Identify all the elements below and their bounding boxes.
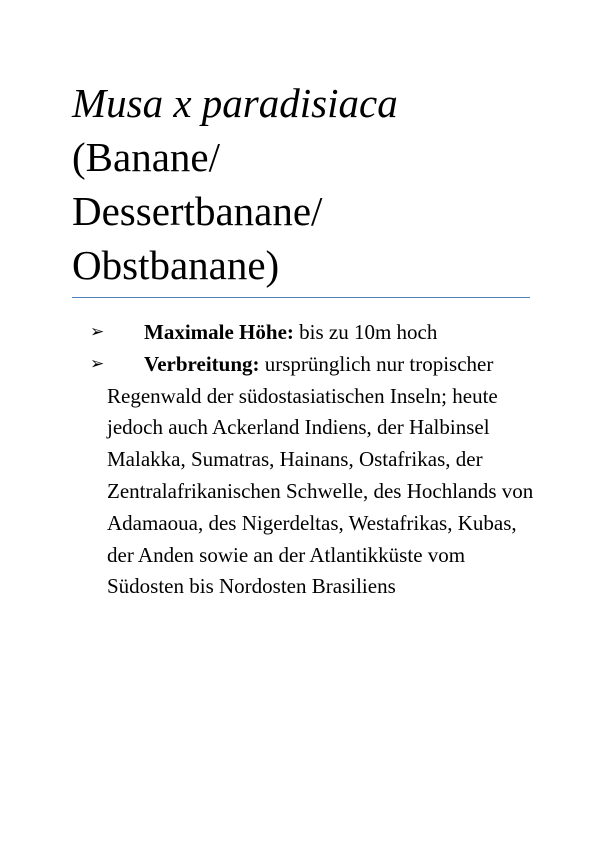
fact-list xyxy=(0,317,600,603)
fact-label: Verbreitung: xyxy=(144,351,260,376)
arrow-bullet-icon: ➢ xyxy=(90,353,105,374)
fact-label: Maximale Höhe: xyxy=(144,320,294,344)
common-name-line-2: Dessertbanane/ xyxy=(72,188,323,234)
page-title xyxy=(72,76,542,292)
fact-text: bis zu 10m hoch xyxy=(299,320,438,344)
species-name: Musa x paradisiaca xyxy=(72,80,398,126)
common-name-line-1: (Banane/ xyxy=(72,134,220,180)
title-underline-rule xyxy=(72,297,530,298)
fact-text: ursprünglich nur tropischer Regenwald der südostasiatischen Inseln; heute jedoch auch Ackerland Indiens, der Halbinsel Malakka, Sumatras, Hainans, Ostafrikas, der Zentralafrikanischen Schwelle, des Hochlands von Adamaoua, des Nigerdeltas, Westafrikas, Kubas, der Anden sowie an der Atlantikküste vom Südosten bis Nordosten Brasiliens xyxy=(107,351,534,599)
arrow-bullet-icon: ➢ xyxy=(90,322,105,342)
fact-item-distribution xyxy=(0,349,600,603)
fact-item-max-height xyxy=(0,317,600,349)
common-name-line-3: Obstbanane) xyxy=(72,242,280,288)
